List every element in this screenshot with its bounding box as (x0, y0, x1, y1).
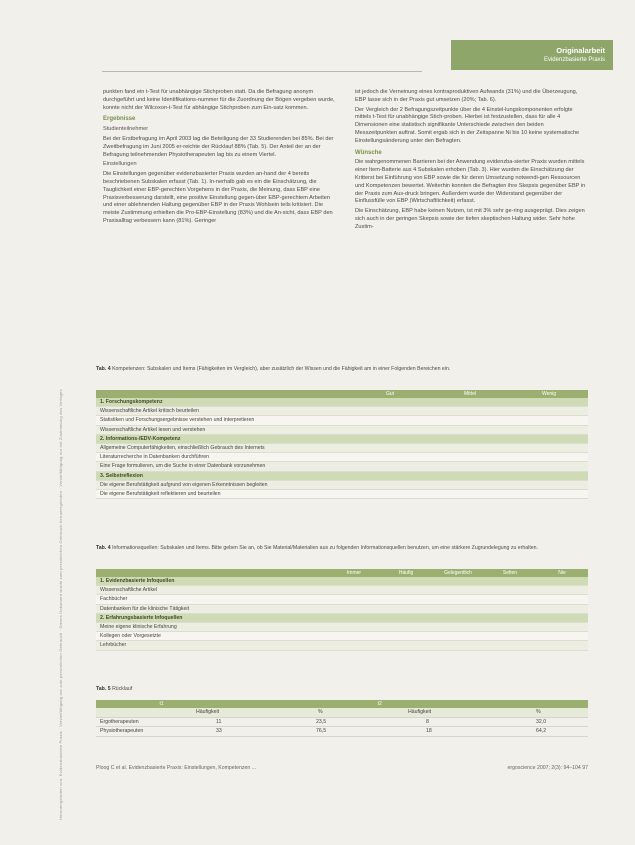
table5-label: Tab. 5 (96, 686, 111, 692)
table5a-row: Kollegen oder Vorgesetzte (96, 632, 588, 641)
table4-row: Allgemeine Computerfähigkeiten, einschließlich Gebrauch des Internets (96, 444, 588, 453)
table5-cell: 32,0 (536, 718, 547, 725)
table5-caption-text: Rücklauf (112, 686, 133, 692)
footer-journal: ergoscience 2007; 2(3): 94–104 97 (507, 765, 588, 771)
table4-body (96, 398, 588, 499)
table5a (96, 569, 588, 651)
table5-row (96, 727, 588, 737)
footer-citation: Ploog C et al. Evidenzbasierte Praxis: Einstellungen, Kompetenzen ... (96, 765, 257, 771)
table5 (96, 700, 588, 737)
table4-caption (96, 366, 591, 373)
table4-header-cell: Mittel (464, 391, 476, 397)
table5-group-header (96, 700, 588, 708)
table5-row (96, 718, 588, 728)
results-heading: Ergebnisse (103, 116, 136, 123)
left-column (103, 89, 335, 228)
table4-label: Tab. 4 (96, 366, 111, 372)
table5a-header-cell: Immer (346, 570, 362, 576)
table5-cell: 11 (216, 718, 222, 725)
table4-row: Wissenschaftliche Artikel lesen und verstehen (96, 426, 588, 435)
left-paragraph-2: Bei der Erstbefragung im April 2003 lag die Beteiligung der 33 Studierenden bei 85%. Bei der Zweitbefragung im Juni 2005 er-reichte der Rücklauf 88% (Tab. 5). Der Anteil der an der Befragung teilnehmenden Physiotherapeuten lag bis zu einem Viertel. (103, 135, 334, 158)
table4-row: Literaturrecherche in Datenbanken durchführen (96, 453, 588, 462)
table5a-header (96, 569, 588, 577)
table4-section-row: 2. Informations-/EDV-Kompetenz (96, 435, 588, 444)
table5-cell: 8 (426, 718, 429, 725)
table5-cell: 76,5 (316, 728, 327, 734)
table5a-caption-text: Informationsquellen: Subskalen und Items. Bitte geben Sie an, ob Sie Material/Materialien aus zu folgenden Informationsquellen benutzen, um eine stärkere Zugrundelegung zu erhalten. (112, 545, 538, 551)
attitudes-subheading: Einstellungen (103, 161, 137, 168)
table5a-caption (96, 545, 591, 552)
participants-subheading: Studienteilnehmer (103, 126, 149, 133)
left-paragraph-3: Die Einstellungen gegenüber evidenzbasierter Praxis wurden an-hand der 4 bereits beschriebenen Subskalen erfasst (Tab. 1). In-nerhalb gab es ein die Einschätzung, die Tauglichkeit einer EBP-gerechten Vorgehens in der Praxis, die Meinung, dass EBP eine Praxisverbesserung darstellt, eine positive Einstellung gegen-über EBP-gerechtem Arbeiten und einer ablehnenden Haltung gegenüber EBP in der Praxis Wohlsein teils kritisiert. Die meiste Zustimmung erhielten die Pro-EBP-Einstellung (83%) und die An-sicht, dass EBP den Praxisalltag verbessern kann (81%). Geringer (103, 171, 333, 224)
table5a-row: Wissenschaftliche Artikel (96, 586, 588, 595)
table4-header-cell (96, 390, 350, 398)
table5-empty-cell (96, 700, 156, 708)
table5a-header-cell (96, 569, 328, 577)
table4-caption-text: Kompetenzen: Subskalen und Items (Fähigkeiten im Vergleich), aber zusätzlich der Wissen und die Fähigkeit am in einer Folgenden Bereichen ein. (112, 366, 451, 372)
table5-subheader-cell: Häufigkeit (408, 709, 432, 715)
table5-cell: 18 (426, 728, 432, 734)
badge-subtitle: Evidenzbasierte Praxis (543, 57, 605, 63)
table5-caption (96, 686, 591, 693)
right-paragraph-1: ist jedoch die Verneinung eines kontraproduktiven Aufwands (31%) und die Überzeugung, EBP lasse sich in der Praxis gut umsetzen (20%; Tab. 6). (355, 89, 578, 103)
table5-group-t2: t2 (377, 701, 382, 707)
table4 (96, 390, 588, 499)
header-rule (102, 71, 422, 72)
table4-section-row: 3. Selbstreflexion (96, 472, 588, 481)
table4-row: Die eigene Berufstätigkeit aufgrund von eigenen Erkenntnissen begleiten (96, 481, 588, 490)
table5a-header-cell: Selten (502, 570, 518, 576)
table5a-header-cell: Häufig (398, 570, 414, 576)
badge-title: Originalarbeit (556, 46, 605, 55)
table5a-row: Datenbanken für die klinische Tätigkeit (96, 605, 588, 614)
table4-header-cell: Wenig (541, 391, 557, 397)
table5a-row: Lehrbücher (96, 641, 588, 650)
table4-row: Die eigene Berufstätigkeit reflektieren und beurteilen (96, 490, 588, 499)
table5a-label: Tab. 4 (96, 545, 111, 551)
table5-row-label: Physiotherapeuten (100, 728, 144, 734)
table5-subheader (96, 708, 588, 718)
table4-row: Statistiken und Forschungsergebnisse verstehen und interpretieren (96, 416, 588, 425)
table5-subheader-cell: % (318, 709, 323, 715)
table4-row: Wissenschaftliche Artikel kritisch beurteilen (96, 407, 588, 416)
table5a-header-cell: Nie (558, 570, 566, 576)
table5-row-label: Ergotherapeuten (100, 718, 139, 725)
table5-cell: 64,2 (536, 728, 547, 734)
right-paragraph-4: Die Einschätzung, EBP habe keinen Nutzen, ist mit 3% sehr ge-ring ausgeprägt. Dies zeigen sich auch in der geringen Skepsis sowie der tiefen skeptischen Haltung wider. Sehr hohe Zustim- (355, 208, 585, 230)
table5a-row: Fachbücher (96, 595, 588, 604)
left-paragraph-1: punkten fand ein t-Test für unabhängige Stichproben statt. Da die Befragung anonym durchgeführt und keine Identifikations-nummer für die Zuordnung der Bögen vergeben wurde, konnte nicht der Wilcoxon-t-Test für abhängige Stichproben zum Ein-satz kommen. (103, 89, 335, 111)
wishes-heading: Wünsche (355, 149, 382, 156)
table5-cell: 33 (216, 728, 222, 734)
right-paragraph-3: Die wahrgenommenen Barrieren bei der Anwendung evidenzba-sierter Praxis wurden mittels einer Item-Batterie aus 4 Subskalen erhoben (Tab. 3). Hier wurden die Einschätzung der Kritterst bei Einführung von EBP sowie die für deren Umsetzung notwendi-gen Ressourcen und Kompetenzen bewertet. Weiterhin konnten die Befragten ihre Skepsis gegenüber EBP in der Praxis zum Aus-druck bringen. Außerdem wurde der Widerstand gegenüber der Einflussfülle von EBP (Wirtschaftlichkeit) erfasst. (355, 159, 586, 205)
right-column (355, 89, 587, 234)
table5-subheader-cell: % (536, 709, 541, 715)
table5a-section-row: 2. Erfahrungsbasierte Infoquellen (96, 614, 588, 623)
table5-subheader-cell: Häufigkeit (196, 709, 220, 715)
table4-row: Eine Frage formulieren, um die Suche in einer Datenbank vorzunehmen (96, 462, 588, 471)
table5-group-t1: t1 (159, 701, 164, 707)
table5a-section-row: 1. Evidenzbasierte Infoquellen (96, 577, 588, 586)
table5a-body (96, 577, 588, 651)
table4-header (96, 390, 588, 398)
table4-header-cell: Gut (385, 391, 395, 397)
section-badge (451, 40, 613, 70)
margin-note: Heruntergeladen von: Evidenzbasierte Praxis · Vervielfältigung nur zum persönlichen Gebrauch · Dieses Dokument wurde zum persönlichen Gebrauch heruntergeladen · Vervielfältigung nur mit Zustimmung des Verlages (58, 389, 63, 820)
table4-section-row: 1. Forschungskompetenz (96, 398, 588, 407)
table5a-header-cell: Gelegentlich (444, 570, 472, 576)
table5-cell: 23,5 (316, 718, 327, 725)
table5a-row: Meine eigene klinische Erfahrung (96, 623, 588, 632)
right-paragraph-2: Der Vergleich der 2 Befragungszeitpunkte über die 4 Einstel-lungskomponenten erfolgte mittels t-Test für unabhängige Stich-proben. Hierbei ist festzustellen, dass für alle 4 Dimensionen eine statistisch signifikante Unterschiede zwischen den beiden Messzeitpunkten auftrat. Somit ergab sich in der Zeitspanne Ni bis 10 keine systematische Einstellungsänderung unter den Befragten. (355, 106, 580, 144)
